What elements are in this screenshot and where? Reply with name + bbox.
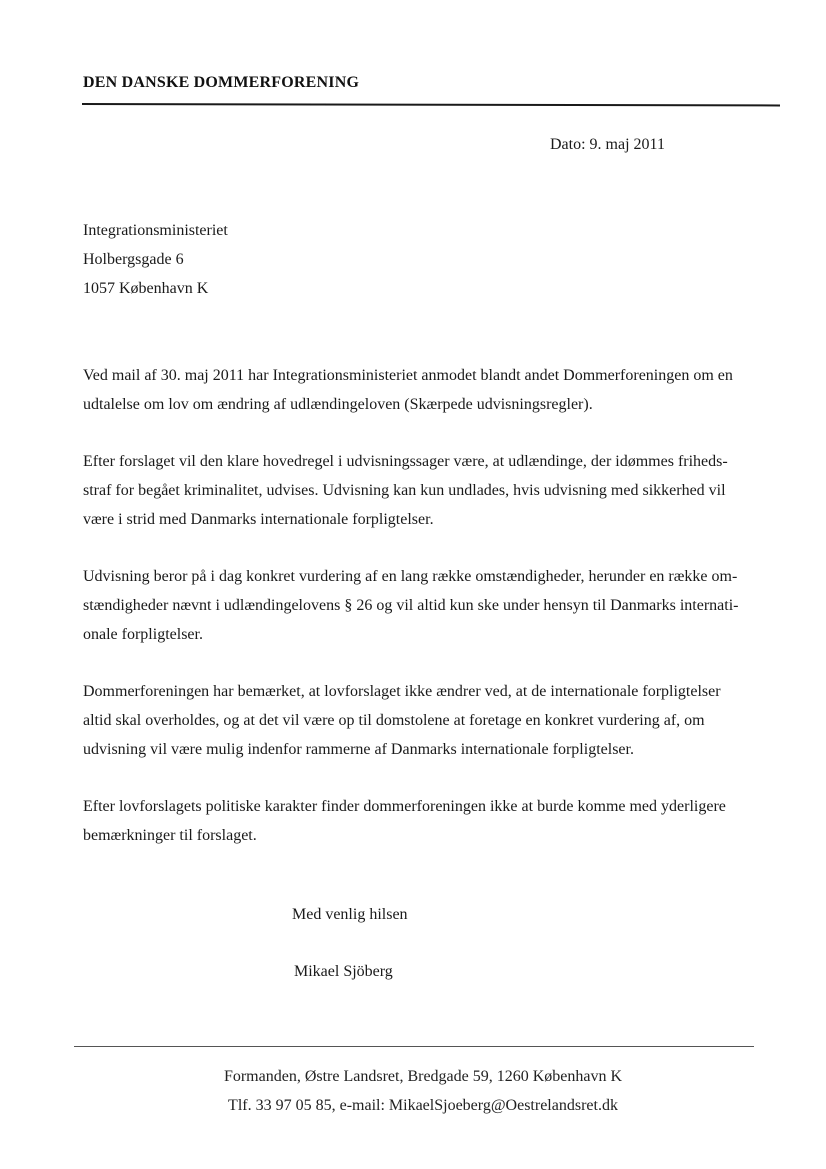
header-divider bbox=[82, 103, 780, 106]
recipient-name: Integrationsministeriet bbox=[83, 222, 228, 239]
text-line: Udvisning beror på i dag konkret vurdering af en lang række omstændigheder, herunder en række om- bbox=[83, 568, 738, 585]
text-line: stændigheder nævnt i udlændingelovens § 26 og vil altid kun ske under hensyn til Danmarks internati- bbox=[83, 597, 739, 614]
footer-divider bbox=[74, 1046, 754, 1047]
footer-address: Formanden, Østre Landsret, Bredgade 59, 1260 København K bbox=[223, 1068, 623, 1085]
text-line: Efter forslaget vil den klare hovedregel i udvisningssager være, at udlændinge, der idømmes friheds- bbox=[83, 453, 728, 470]
text-line: bemærkninger til forslaget. bbox=[83, 827, 257, 844]
text-line: straf for begået kriminalitet, udvises. Udvisning kan kun undlades, hvis udvisning med sikkerhed vil bbox=[83, 482, 726, 499]
paragraph-3 bbox=[83, 562, 783, 649]
recipient-city: 1057 København K bbox=[83, 280, 209, 297]
text-line: altid skal overholdes, og at det vil være op til domstolene at foretage en konkret vurdering af, om bbox=[83, 712, 705, 729]
letter-date: Dato: 9. maj 2011 bbox=[550, 136, 665, 153]
paragraph-4 bbox=[83, 677, 783, 764]
letterhead-title: DEN DANSKE DOMMERFORENING bbox=[83, 74, 360, 91]
text-line: være i strid med Danmarks internationale forpligtelser. bbox=[83, 511, 434, 528]
letter-body bbox=[83, 361, 783, 878]
text-line: Dommerforeningen har bemærket, at lovforslaget ikke ændrer ved, at de internationale forpligtelser bbox=[83, 683, 721, 700]
footer-contact: Tlf. 33 97 05 85, e-mail: MikaelSjoeberg@Oestrelandsret.dk bbox=[228, 1097, 618, 1114]
recipient-address bbox=[83, 216, 228, 303]
text-line: onale forpligtelser. bbox=[83, 626, 203, 643]
signer-name: Mikael Sjöberg bbox=[294, 963, 393, 980]
paragraph-5 bbox=[83, 792, 783, 850]
text-line: udtalelse om lov om ændring af udlændingeloven (Skærpede udvisningsregler). bbox=[83, 396, 593, 413]
text-line: udvisning vil være mulig indenfor rammerne af Danmarks internationale forpligtelser. bbox=[83, 741, 634, 758]
text-line: Ved mail af 30. maj 2011 har Integrationsministeriet anmodet blandt andet Dommerforeningen om en bbox=[83, 367, 733, 384]
recipient-street: Holbergsgade 6 bbox=[83, 251, 184, 268]
text-line: Efter lovforslagets politiske karakter finder dommerforeningen ikke at burde komme med yderligere bbox=[83, 798, 726, 815]
paragraph-2 bbox=[83, 447, 783, 534]
closing-salutation: Med venlig hilsen bbox=[292, 906, 408, 923]
paragraph-1 bbox=[83, 361, 783, 419]
